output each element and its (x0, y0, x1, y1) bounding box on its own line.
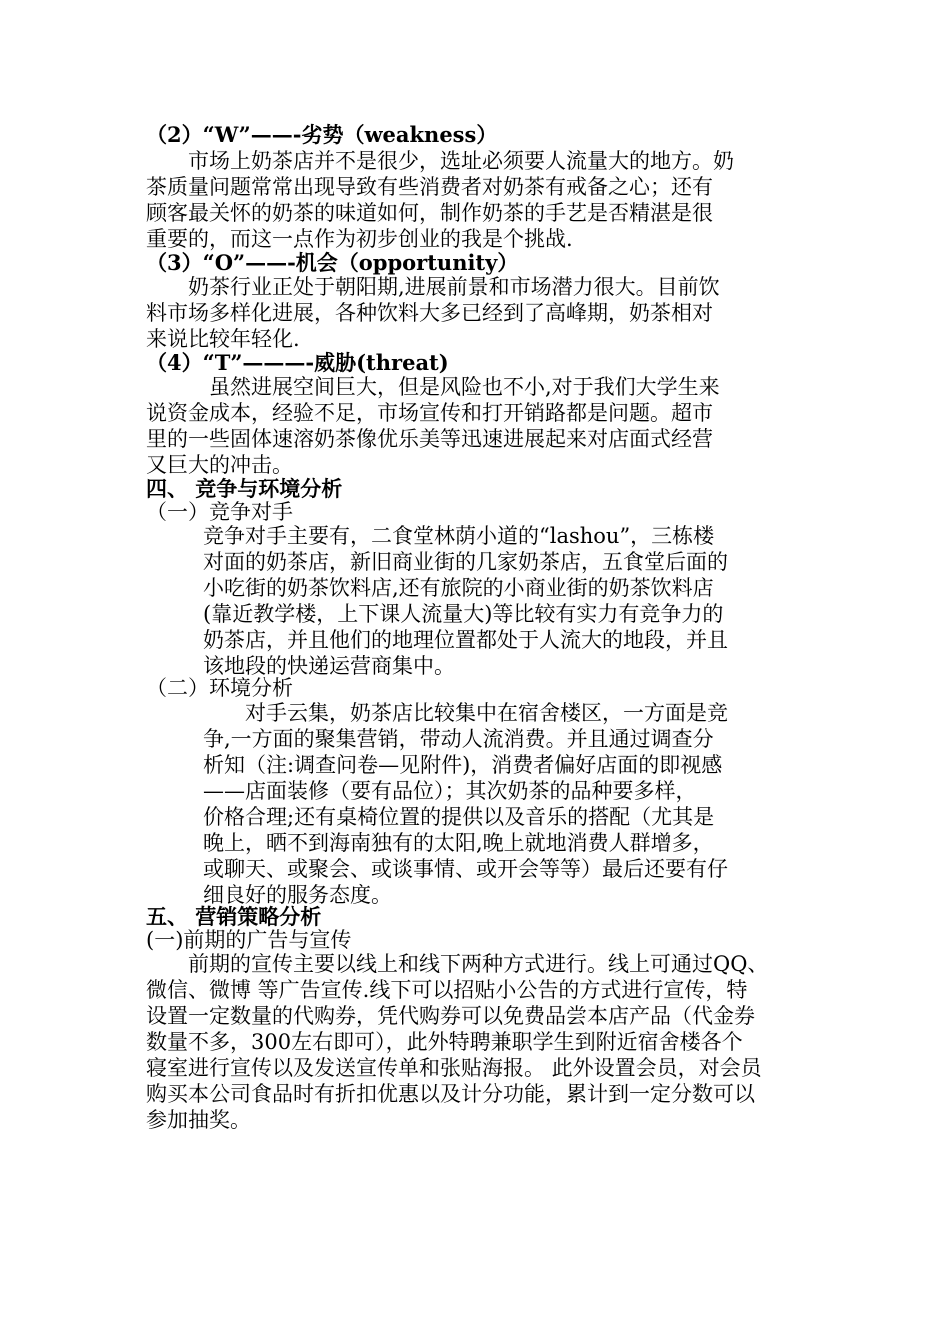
environment-subheading: （二）环境分析 (146, 676, 293, 700)
competitors-line: (靠近教学楼，上下课人流量大)等比较有实力有竞争力的 (203, 602, 724, 626)
competitors-line: 奶茶店，并且他们的地理位置都处于人流大的地段，并且 (203, 628, 728, 652)
environment-line: 析知（注:调查问卷—见附件)，消费者偏好店面的即视感 (203, 753, 723, 777)
competitors-subheading: （一）竞争对手 (146, 500, 293, 524)
threat-line: 说资金成本，经验不足，市场宣传和打开销路都是问题。超市 (146, 401, 713, 425)
threat-line: 又巨大的冲击。 (146, 453, 293, 477)
weakness-line: 重要的，而这一点作为初步创业的我是个挑战. (146, 227, 573, 251)
environment-line: 价格合理;还有桌椅位置的提供以及音乐的搭配（尤其是 (203, 805, 715, 829)
competitors-line: 竞争对手主要有，二食堂林荫小道的“lashou”，三栋楼 (203, 524, 715, 548)
environment-line: 争,一方面的聚集营销，带动人流消费。并且通过调查分 (203, 727, 714, 751)
opportunity-line: 料市场多样化进展，各种饮料大多已经到了高峰期，奶茶相对 (146, 301, 713, 325)
weakness-heading: （2）“W”——-劣势（weakness） (146, 122, 498, 147)
opportunity-line: 奶茶行业正处于朝阳期,进展前景和市场潜力很大。目前饮 (146, 275, 720, 299)
threat-heading: （4）“T”———-威胁(threat) (146, 350, 449, 375)
advertising-line: 设置一定数量的代购券，凭代购券可以免费品尝本店产品（代金券 (146, 1004, 755, 1028)
weakness-line: 茶质量问题常常出现导致有些消费者对奶茶有戒备之心；还有 (146, 175, 713, 199)
environment-line: 对手云集，奶茶店比较集中在宿舍楼区，一方面是竞 (203, 701, 728, 725)
advertising-line: 前期的宣传主要以线上和线下两种方式进行。线上可通过QQ、 (146, 952, 769, 976)
opportunity-line: 来说比较年轻化. (146, 327, 300, 351)
environment-line: 晚上，晒不到海南独有的太阳,晚上就地消费人群增多， (203, 831, 714, 855)
environment-line: 或聊天、或聚会、或谈事情、或开会等等）最后还要有仔 (203, 857, 728, 881)
advertising-line: 寝室进行宣传以及发送宣传单和张贴海报。 此外设置会员，对会员 (146, 1056, 762, 1080)
weakness-line: 市场上奶茶店并不是很少，选址必须要人流量大的地方。奶 (146, 149, 734, 173)
weakness-line: 顾客最关怀的奶茶的味道如何，制作奶茶的手艺是否精湛是很 (146, 201, 713, 225)
threat-line: 虽然进展空间巨大，但是风险也不小,对于我们大学生来 (146, 375, 720, 399)
competitors-line: 小吃街的奶茶饮料店,还有旅院的小商业街的奶茶饮料店 (203, 576, 714, 600)
opportunity-heading: （3）“O”——-机会（opportunity） (146, 250, 519, 275)
environment-line: ——店面装修（要有品位）；其次奶茶的品种要多样， (203, 779, 697, 803)
competitors-line: 对面的奶茶店，新旧商业街的几家奶茶店，五食堂后面的 (203, 550, 728, 574)
environment-line: 细良好的服务态度。 (203, 883, 392, 907)
threat-line: 里的一些固体速溶奶茶像优乐美等迅速进展起来对店面式经营 (146, 427, 713, 451)
competition-heading: 四、 竞争与环境分析 (146, 476, 343, 501)
advertising-line: 数量不多，300左右即可），此外特聘兼职学生到附近宿舍楼各个 (146, 1030, 743, 1054)
advertising-subheading: (一)前期的广告与宣传 (146, 928, 352, 952)
advertising-line: 参加抽奖。 (146, 1108, 251, 1132)
competitors-line: 该地段的快递运营商集中。 (203, 654, 455, 678)
advertising-line: 微信、微博 等广告宣传.线下可以招贴小公告的方式进行宣传，特 (146, 978, 748, 1002)
marketing-heading: 五、 营销策略分析 (146, 904, 322, 929)
advertising-line: 购买本公司食品时有折扣优惠以及计分功能，累计到一定分数可以 (146, 1082, 755, 1106)
